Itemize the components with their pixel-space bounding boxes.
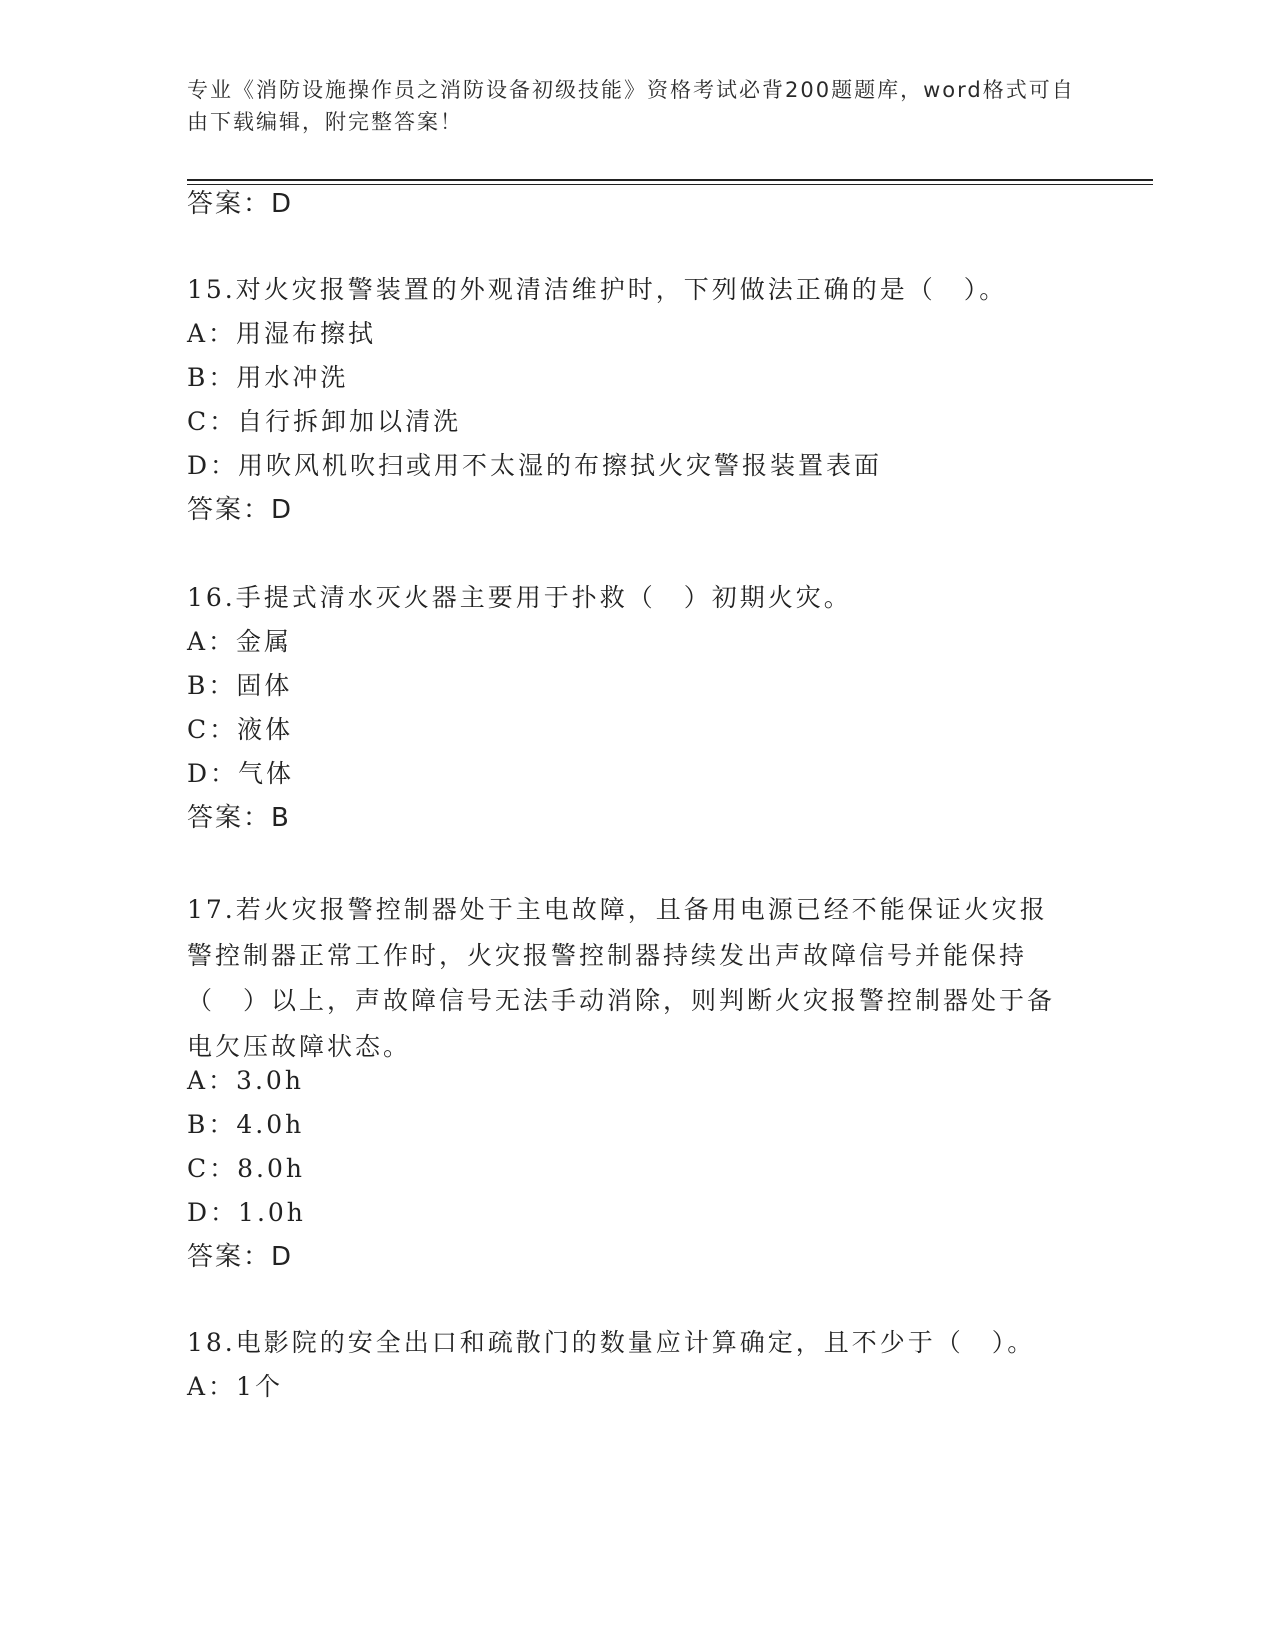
question-15-option-a: A：用湿布擦拭 bbox=[187, 319, 377, 348]
question-15-answer: 答案：D bbox=[187, 495, 294, 525]
question-15-option-c: C：自行拆卸加以清洗 bbox=[187, 407, 462, 436]
question-17-option-a: A：3.0h bbox=[187, 1066, 304, 1095]
question-17-answer: 答案：D bbox=[187, 1242, 294, 1272]
answer-label: 答案：D bbox=[187, 189, 294, 219]
question-16-answer: 答案：B bbox=[187, 803, 291, 833]
document-header: 专业《消防设施操作员之消防设备初级技能》资格考试必背200题题库，word格式可自由下载编辑，附完整答案！ bbox=[187, 78, 1075, 134]
question-17-option-b: B：4.0h bbox=[187, 1110, 305, 1139]
question-15-stem: 15.对火灾报警装置的外观清洁维护时，下列做法正确的是（ ）。 bbox=[187, 275, 1008, 304]
header-rule-thin bbox=[187, 184, 1153, 185]
question-17-option-d: D：1.0h bbox=[187, 1198, 306, 1227]
header-rule-thick bbox=[187, 179, 1153, 181]
question-16-stem: 16.手提式清水灭火器主要用于扑救（ ）初期火灾。 bbox=[187, 583, 852, 612]
question-18-stem: 18.电影院的安全出口和疏散门的数量应计算确定，且不少于（ ）。 bbox=[187, 1328, 1036, 1357]
question-16-option-d: D：气体 bbox=[187, 759, 295, 788]
question-15-option-d: D：用吹风机吹扫或用不太湿的布擦拭火灾警报装置表面 bbox=[187, 451, 883, 480]
question-16-option-a: A：金属 bbox=[187, 627, 293, 656]
question-15-option-b: B：用水冲洗 bbox=[187, 363, 349, 392]
question-18-option-a: A：1个 bbox=[187, 1372, 283, 1401]
question-16-option-b: B：固体 bbox=[187, 671, 293, 700]
question-16-option-c: C：液体 bbox=[187, 715, 294, 744]
question-17-option-c: C：8.0h bbox=[187, 1154, 305, 1183]
question-17-stem: 17.若火灾报警控制器处于主电故障，且备用电源已经不能保证火灾报警控制器正常工作时，火灾报警控制器持续发出声故障信号并能保持（ ）以上，声故障信号无法手动消除，则判断火灾报警控制器处于备电欠压故障状态。 bbox=[187, 895, 1056, 1061]
